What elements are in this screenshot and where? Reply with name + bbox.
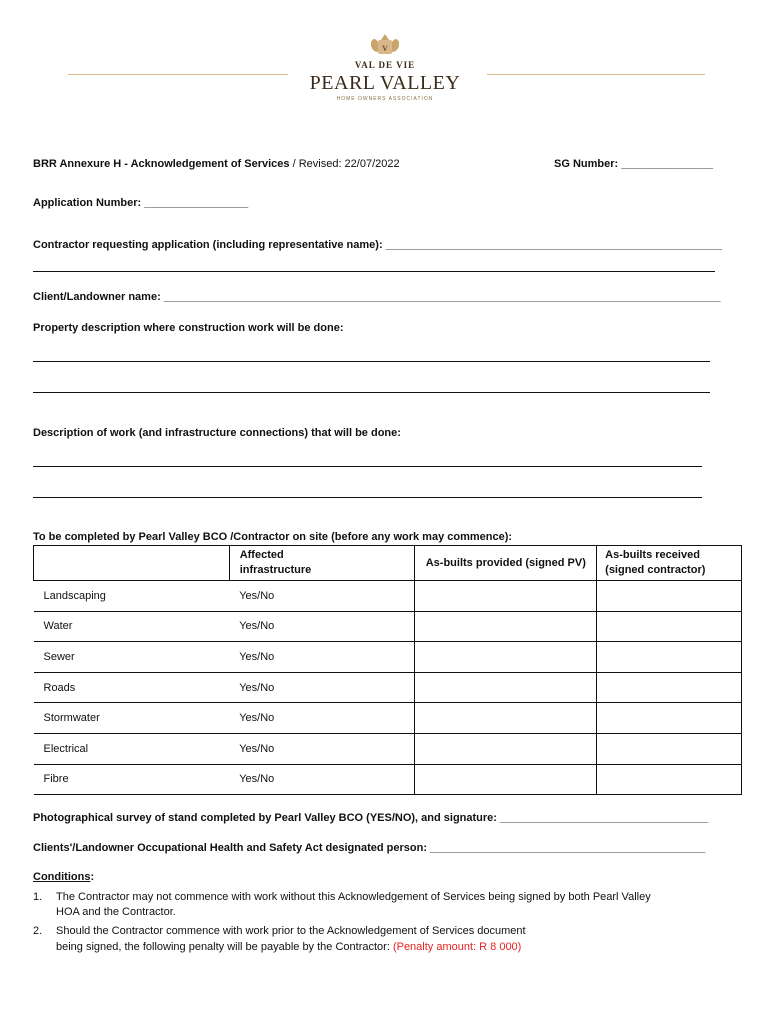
row-item: Sewer <box>34 642 230 673</box>
row-value[interactable]: Yes/No <box>229 642 415 673</box>
row-received-cell[interactable] <box>597 581 742 612</box>
row-received-cell[interactable] <box>597 642 742 673</box>
row-received-cell[interactable] <box>597 672 742 703</box>
row-item: Landscaping <box>34 581 230 612</box>
conditions-label: Conditions <box>33 871 91 883</box>
row-value[interactable]: Yes/No <box>229 764 415 795</box>
row-item: Fibre <box>34 764 230 795</box>
document-title <box>33 157 400 171</box>
condition-2-text: being signed, the following penalty will be payable by the Contractor: <box>56 941 393 953</box>
survey-field[interactable]: Photographical survey of stand completed by Pearl Valley BCO (YES/NO), and signature: __________________________________ <box>33 812 709 824</box>
condition-2-line-2 <box>56 940 521 954</box>
row-value[interactable]: Yes/No <box>229 703 415 734</box>
condition-2-line-1: Should the Contractor commence with work prior to the Acknowledgement of Services document <box>56 925 526 937</box>
application-number-field[interactable]: Application Number: _________________ <box>33 197 249 209</box>
row-item: Water <box>34 611 230 642</box>
row-received-cell[interactable] <box>597 764 742 795</box>
row-value[interactable]: Yes/No <box>229 672 415 703</box>
work-label: Description of work (and infrastructure connections) that will be done: <box>33 427 401 439</box>
contractor-continuation-line[interactable] <box>33 271 715 272</box>
conditions-heading <box>33 870 94 884</box>
row-value[interactable]: Yes/No <box>229 611 415 642</box>
condition-1-line-2: HOA and the Contractor. <box>56 906 176 918</box>
condition-2-number: 2. <box>33 925 43 937</box>
property-line-1[interactable] <box>33 361 710 362</box>
row-provided-cell[interactable] <box>415 611 597 642</box>
row-provided-cell[interactable] <box>415 703 597 734</box>
header-received: As-builts received (signed contractor) <box>597 546 742 581</box>
table-header-row <box>34 546 742 581</box>
logo-top-text: VAL DE VIE <box>354 60 416 70</box>
table-row <box>34 703 742 734</box>
pearl-valley-logo <box>300 32 470 112</box>
table-row <box>34 581 742 612</box>
ohs-field[interactable]: Clients'/Landowner Occupational Health and Safety Act designated person: _____________________________________________ <box>33 842 706 854</box>
row-item: Roads <box>34 672 230 703</box>
crest-icon <box>365 32 405 60</box>
row-received-cell[interactable] <box>597 611 742 642</box>
row-provided-cell[interactable] <box>415 581 597 612</box>
header-left-rule <box>68 74 288 75</box>
row-provided-cell[interactable] <box>415 764 597 795</box>
header-affected: Affected infrastructure <box>229 546 415 581</box>
conditions-colon: : <box>90 871 95 883</box>
header-right-rule <box>487 74 705 75</box>
title-revised: / Revised: 22/07/2022 <box>289 158 400 170</box>
logo-main-text: PEARL VALLEY <box>309 72 461 94</box>
header-provided: As-builts provided (signed PV) <box>415 546 597 581</box>
row-received-cell[interactable] <box>597 733 742 764</box>
sg-number-field[interactable]: SG Number: _______________ <box>554 158 713 170</box>
row-value[interactable]: Yes/No <box>229 581 415 612</box>
client-field[interactable]: Client/Landowner name: ___________________________________________________________________________________________ <box>33 291 721 303</box>
table-row <box>34 642 742 673</box>
row-item: Electrical <box>34 733 230 764</box>
work-line-2[interactable] <box>33 497 702 498</box>
table-intro: To be completed by Pearl Valley BCO /Contractor on site (before any work may commence): <box>33 531 513 543</box>
row-provided-cell[interactable] <box>415 672 597 703</box>
condition-1-line-1: The Contractor may not commence with work without this Acknowledgement of Services being signed by both Pearl Valley <box>56 891 651 903</box>
table-row <box>34 672 742 703</box>
header-blank <box>34 546 230 581</box>
logo-sub-text: HOME OWNERS ASSOCIATION <box>336 96 434 102</box>
penalty-amount: (Penalty amount: R 8 000) <box>392 941 522 953</box>
contractor-field[interactable]: Contractor requesting application (including representative name): _______________________________________________________ <box>33 239 723 251</box>
property-label: Property description where construction work will be done: <box>33 322 344 334</box>
table-row <box>34 733 742 764</box>
infrastructure-table <box>33 545 742 795</box>
row-provided-cell[interactable] <box>415 642 597 673</box>
row-provided-cell[interactable] <box>415 733 597 764</box>
table-row <box>34 764 742 795</box>
condition-1-number: 1. <box>33 891 43 903</box>
property-line-2[interactable] <box>33 392 710 393</box>
row-received-cell[interactable] <box>597 703 742 734</box>
row-value[interactable]: Yes/No <box>229 733 415 764</box>
work-line-1[interactable] <box>33 466 702 467</box>
svg-text:V: V <box>382 44 388 53</box>
title-bold: BRR Annexure H - Acknowledgement of Services <box>33 158 290 170</box>
table-row <box>34 611 742 642</box>
row-item: Stormwater <box>34 703 230 734</box>
